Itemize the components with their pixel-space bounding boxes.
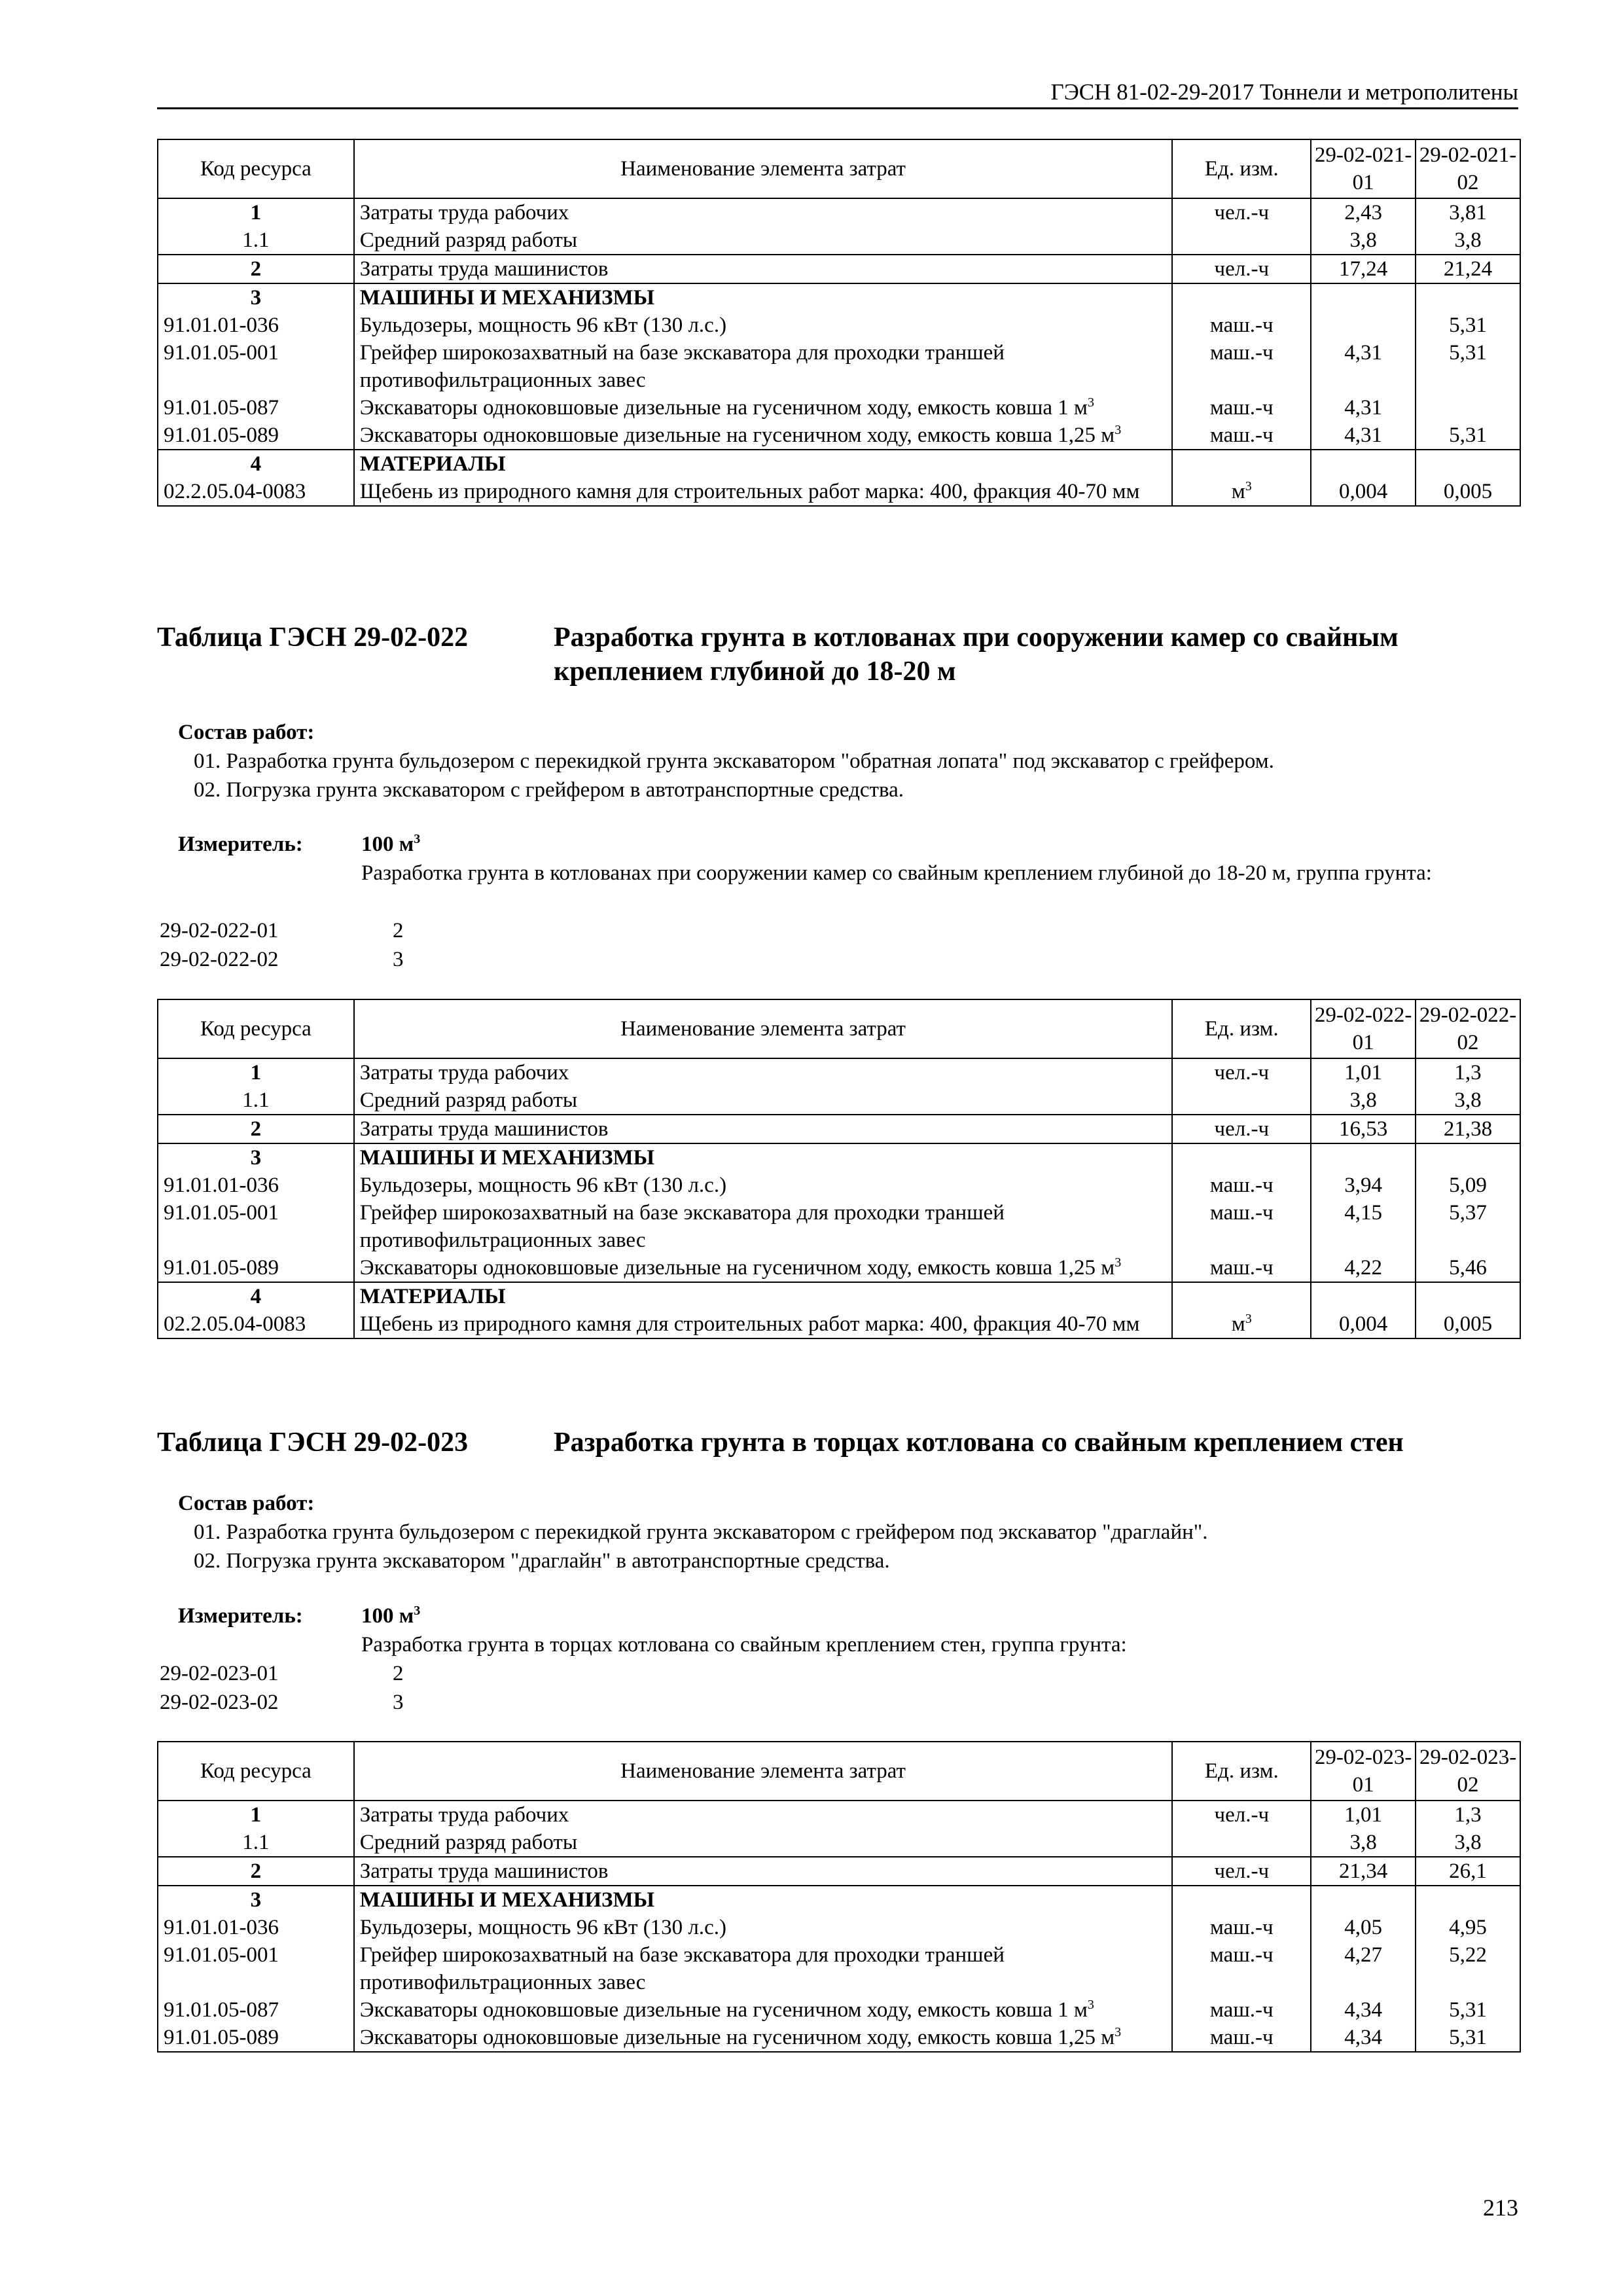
table-row: 91.01.05-089 Экскаваторы одноковшовые дизельные на гусеничном ходу, емкость ковша 1,25 $м^3$ маш.-ч 4,22 5,46 — [158, 1254, 1520, 1282]
table-row: 91.01.05-087 Экскаваторы одноковшовые дизельные на гусеничном ходу, емкость ковша 1 $м^3$ маш.-ч 4,31 — [158, 394, 1520, 422]
table-row: 3 МАШИНЫ И МЕХАНИЗМЫ — [158, 1143, 1520, 1172]
col-header-name: Наименование элемента затрат — [354, 139, 1173, 198]
page-header: ГЭСН 81-02-29-2017 Тоннели и метрополитены — [157, 77, 1518, 109]
variant-group: 2 — [393, 1662, 404, 1685]
work-item: 02. Погрузка грунта экскаватором "драглайн" в автотранспортные средства. — [194, 1549, 890, 1573]
table-row: 91.01.05-087 Экскаваторы одноковшовые дизельные на гусеничном ходу, емкость ковша 1 $м^3$ маш.-ч 4,34 5,31 — [158, 1996, 1520, 2024]
col-header-variant-1: 29-02-022-01 — [1311, 999, 1416, 1058]
table-row: 91.01.05-001 Грейфер широкозахватный на базе экскаватора для проходки траншей противофильтрационных завес маш.-ч 4,31 5,31 — [158, 339, 1520, 394]
work-item: 01. Разработка грунта бульдозером с перекидкой грунта экскаватором "обратная лопата" под экскаватор с грейфером. — [194, 749, 1274, 773]
table-row: 91.01.05-089 Экскаваторы одноковшовые дизельные на гусеничном ходу, емкость ковша 1,25 $м^3$ маш.-ч 4,34 5,31 — [158, 2024, 1520, 2052]
variant-code: 29-02-022-02 — [160, 948, 279, 971]
resource-table-023 — [157, 1741, 1521, 2053]
table-row: 4 МАТЕРИАЛЫ — [158, 450, 1520, 478]
table-row: 1.1 Средний разряд работы 3,8 3,8 — [158, 1086, 1520, 1115]
table-row: 02.2.05.04-0083 Щебень из природного камня для строительных работ марка: 400, фракция 40-70 мм $м^3$ 0,004 0,005 — [158, 478, 1520, 506]
col-header-unit: Ед. изм. — [1172, 1742, 1311, 1801]
col-header-variant-2: 29-02-021-02 — [1416, 139, 1520, 198]
composition-label: Состав работ: — [178, 721, 315, 744]
variant-code: 29-02-022-01 — [160, 919, 279, 942]
meter-description: Разработка грунта в торцах котлована со свайным креплением стен, группа грунта: — [361, 1633, 1127, 1657]
resource-table-022 — [157, 999, 1521, 1339]
table-label-022: Таблица ГЭСН 29-02-022 — [157, 622, 469, 653]
table-row: 2 Затраты труда машинистов чел.-ч 16,53 21,38 — [158, 1115, 1520, 1143]
variant-code: 29-02-023-01 — [160, 1662, 279, 1685]
variant-group: 3 — [393, 948, 404, 971]
table-row: 91.01.05-001 Грейфер широкозахватный на базе экскаватора для проходки траншей противофильтрационных завес маш.-ч 4,27 5,22 — [158, 1941, 1520, 1996]
table-row: 2 Затраты труда машинистов чел.-ч 21,34 26,1 — [158, 1857, 1520, 1886]
table-row: 91.01.01-036 Бульдозеры, мощность 96 кВт (130 л.с.) маш.-ч 5,31 — [158, 312, 1520, 339]
variant-code: 29-02-023-02 — [160, 1691, 279, 1714]
section-title-022: Разработка грунта в котлованах при сооружении камер со свайным креплением глубиной до 18-20 м — [554, 622, 1399, 687]
col-header-code: Код ресурса — [158, 1742, 354, 1801]
table-row: 91.01.01-036 Бульдозеры, мощность 96 кВт (130 л.с.) маш.-ч 3,94 5,09 — [158, 1172, 1520, 1199]
meter-value: 100 $м^3$ — [361, 832, 421, 856]
variant-group: 3 — [393, 1691, 404, 1714]
table-row: 91.01.01-036 Бульдозеры, мощность 96 кВт (130 л.с.) маш.-ч 4,05 4,95 — [158, 1914, 1520, 1941]
col-header-unit: Ед. изм. — [1172, 999, 1311, 1058]
table-row: 91.01.05-089 Экскаваторы одноковшовые дизельные на гусеничном ходу, емкость ковша 1,25 $м^3$ маш.-ч 4,31 5,31 — [158, 422, 1520, 450]
work-item: 02. Погрузка грунта экскаватором с грейфером в автотранспортные средства. — [194, 778, 904, 802]
table-row: 1.1 Средний разряд работы 3,8 3,8 — [158, 226, 1520, 255]
col-header-variant-1: 29-02-023-01 — [1311, 1742, 1416, 1801]
table-row: 4 МАТЕРИАЛЫ — [158, 1282, 1520, 1310]
section-title-023: Разработка грунта в торцах котлована со свайным креплением стен — [554, 1427, 1404, 1458]
page-number: 213 — [1483, 2195, 1518, 2221]
col-header-name: Наименование элемента затрат — [354, 1742, 1173, 1801]
table-row: 1.1 Средний разряд работы 3,8 3,8 — [158, 1829, 1520, 1857]
variant-group: 2 — [393, 919, 404, 942]
col-header-variant-2: 29-02-023-02 — [1416, 1742, 1520, 1801]
meter-value: 100 $м^3$ — [361, 1604, 421, 1628]
table-row: 2 Затраты труда машинистов чел.-ч 17,24 21,24 — [158, 255, 1520, 283]
composition-label: Состав работ: — [178, 1492, 315, 1515]
table-row: 3 МАШИНЫ И МЕХАНИЗМЫ — [158, 1886, 1520, 1914]
col-header-name: Наименование элемента затрат — [354, 999, 1173, 1058]
meter-description: Разработка грунта в котлованах при сооружении камер со свайным креплением глубиной до 18-20 м, группа грунта: — [361, 861, 1432, 885]
table-row: 3 МАШИНЫ И МЕХАНИЗМЫ — [158, 283, 1520, 312]
table-label-023: Таблица ГЭСН 29-02-023 — [157, 1427, 469, 1458]
col-header-code: Код ресурса — [158, 999, 354, 1058]
resource-table-021 — [157, 139, 1521, 507]
col-header-code: Код ресурса — [158, 139, 354, 198]
table-row: 1 Затраты труда рабочих чел.-ч 1,01 1,3 — [158, 1058, 1520, 1086]
meter-label: Измеритель: — [178, 833, 303, 856]
table-row: 1 Затраты труда рабочих чел.-ч 1,01 1,3 — [158, 1801, 1520, 1829]
table-row: 91.01.05-001 Грейфер широкозахватный на базе экскаватора для проходки траншей противофильтрационных завес маш.-ч 4,15 5,37 — [158, 1199, 1520, 1254]
col-header-variant-1: 29-02-021-01 — [1311, 139, 1416, 198]
meter-label: Измеритель: — [178, 1604, 303, 1628]
table-row: 1 Затраты труда рабочих чел.-ч 2,43 3,81 — [158, 198, 1520, 226]
col-header-variant-2: 29-02-022-02 — [1416, 999, 1520, 1058]
col-header-unit: Ед. изм. — [1172, 139, 1311, 198]
work-item: 01. Разработка грунта бульдозером с перекидкой грунта экскаватором с грейфером под экскаватор "драглайн". — [194, 1520, 1208, 1544]
table-row: 02.2.05.04-0083 Щебень из природного камня для строительных работ марка: 400, фракция 40-70 мм $м^3$ 0,004 0,005 — [158, 1310, 1520, 1338]
